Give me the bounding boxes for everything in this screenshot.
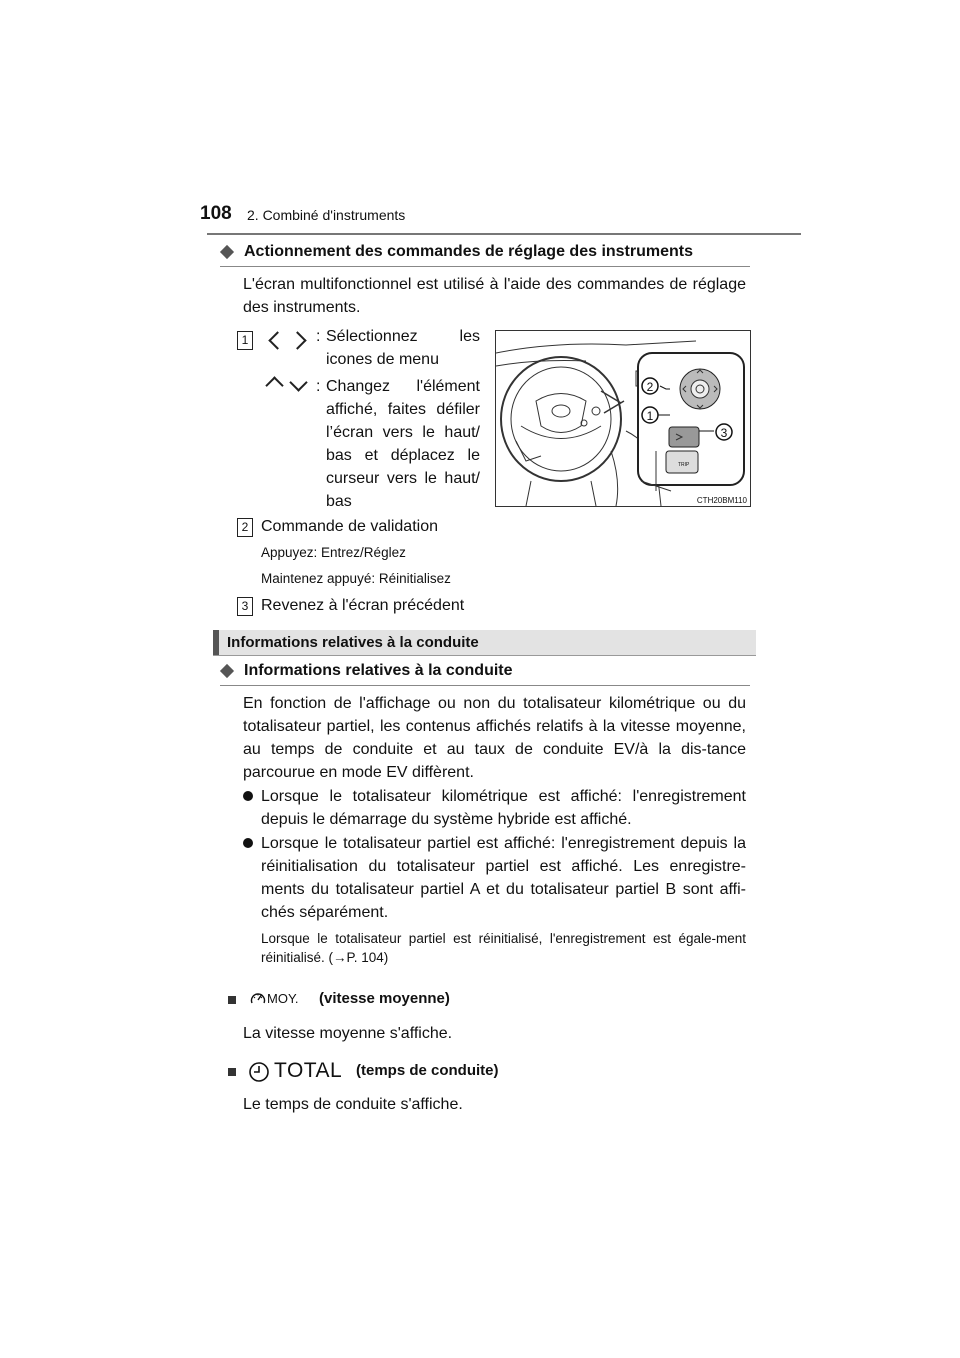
chevron-left-icon (268, 331, 286, 349)
reset-note: Lorsque le totalisateur partiel est réinitialisé, l'enregistrement est égale-ment réinitialisé. (→P. 104) (261, 931, 746, 965)
gauge-icon (250, 991, 266, 1007)
driving-time-title: (temps de conduite) (356, 1062, 499, 1079)
diamond-icon (220, 664, 234, 678)
callout-2: 2 (646, 380, 654, 394)
illustration-svg (496, 331, 750, 506)
steering-wheel-illustration (495, 330, 751, 507)
item-1-lr-text: Sélectionnez les icones de menu (326, 328, 480, 368)
driving-time-label: TOTAL (274, 1059, 343, 1082)
driving-time-icon (246, 1059, 351, 1085)
driving-time-desc: Le temps de conduite s'affiche. (243, 1096, 463, 1113)
diamond-icon (220, 245, 234, 259)
trip-button-label: TRIP (678, 462, 690, 468)
average-speed-label: MOY. (267, 991, 299, 1006)
bullet-item (243, 832, 746, 924)
item-2-sub-2: Maintenez appuyé: Réinitialisez (261, 571, 451, 586)
bullet-item (243, 785, 746, 831)
callout-3: 3 (720, 426, 728, 440)
square-bullet-icon (228, 1068, 236, 1076)
item-number-2: 2 (237, 518, 253, 537)
page-number: 108 (200, 203, 232, 224)
section-heading-driving-info (220, 662, 513, 680)
section-heading-controls (220, 243, 693, 261)
bullet-text: Lorsque le totalisateur kilométrique est affiché: l'enregistrement depuis le démarrage du système hybride est affiché. (261, 788, 746, 828)
left-right-arrows-icon (265, 329, 311, 351)
chevron-down-icon (289, 373, 307, 391)
item-number-3: 3 (237, 597, 253, 616)
chapter-title: 2. Combiné d'instruments (247, 207, 406, 223)
average-speed-icon (250, 989, 310, 1011)
bullet-icon (243, 791, 253, 801)
callout-1: 1 (646, 409, 654, 423)
section-bar-title: Informations relatives à la conduite (227, 634, 479, 651)
section-rule (220, 266, 750, 267)
section-heading-text: Actionnement des commandes de réglage des instruments (244, 243, 694, 260)
item-3-text: Revenez à l'écran précédent (261, 597, 465, 614)
section-bar-rule (213, 655, 756, 656)
section-bar (213, 630, 756, 655)
clock-icon (248, 1061, 270, 1083)
item-2-text: Commande de validation (261, 518, 438, 535)
average-speed-desc: La vitesse moyenne s'affiche. (243, 1025, 453, 1042)
intro-paragraph: L'écran multifonctionnel est utilisé à l'aide des commandes de réglage des instruments. (243, 276, 746, 316)
average-speed-title: (vitesse moyenne) (319, 990, 450, 1007)
item-2-sub-1: Appuyez: Entrez/Réglez (261, 545, 406, 560)
colon: : (316, 378, 321, 395)
item-1-ud-text: Changez l'élément affiché, faites défiler l’écran vers le haut/ bas et déplacez le curseur vers le haut/ bas (326, 378, 480, 510)
header-rule (207, 233, 801, 235)
section-heading-text: Informations relatives à la conduite (244, 662, 513, 679)
driving-info-paragraph: En fonction de l'affichage ou non du totalisateur kilométrique ou du totalisateur partiel, les contenus affichés relatifs à la vitesse moyenne, au temps de conduite et au taux de conduite EV/à la dis-tance parcourue en mode EV diffèrent. (243, 695, 746, 781)
colon: : (316, 328, 321, 345)
section-rule (220, 685, 750, 686)
item-number-1: 1 (237, 331, 253, 350)
square-bullet-icon (228, 996, 236, 1004)
bullet-icon (243, 838, 253, 848)
bullet-text: Lorsque le totalisateur partiel est affiché: l'enregistrement depuis la réinitialisation du totalisateur partiel est affiché. Les enregistre-ments du totalisateur partiel A et du totalisateur partiel B sont affi-chés séparément. (261, 835, 746, 921)
figure-code: CTH20BM110 (696, 496, 747, 505)
up-down-arrows-icon (264, 378, 310, 400)
chevron-right-icon (288, 331, 306, 349)
chevron-up-icon (265, 376, 283, 394)
